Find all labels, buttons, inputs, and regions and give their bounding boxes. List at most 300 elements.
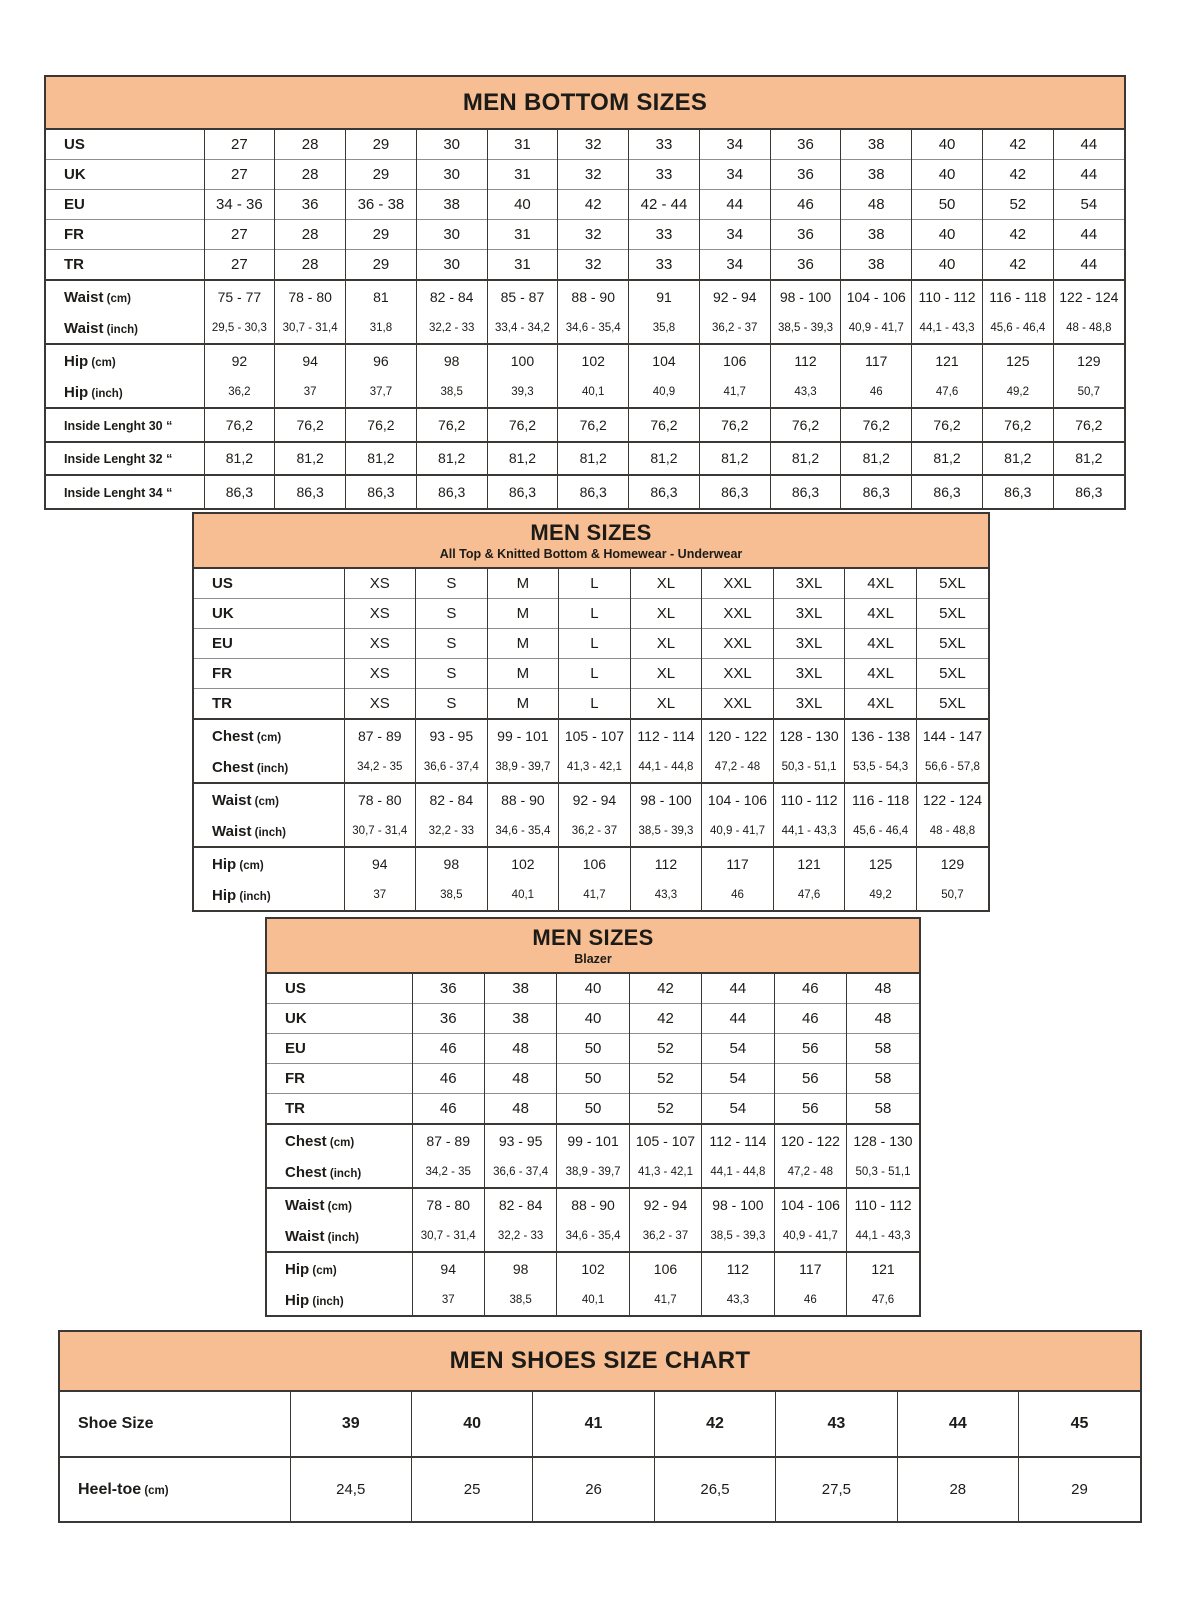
- value-cell: 34,6 - 35,4: [558, 313, 629, 344]
- value-cell: 33,4 - 34,2: [487, 313, 558, 344]
- value-cell: 36: [412, 1004, 484, 1034]
- value-cell: 27: [204, 160, 275, 190]
- value-cell: 93 - 95: [416, 719, 488, 752]
- value-cell: XS: [344, 689, 416, 720]
- value-cell: 38,5: [484, 1285, 556, 1315]
- table-header-band: [267, 919, 919, 974]
- value-cell: 41,3 - 42,1: [629, 1157, 701, 1188]
- value-cell: XS: [344, 659, 416, 689]
- value-cell: 38: [841, 130, 912, 160]
- value-cell: 46: [412, 1094, 484, 1125]
- value-cell: 36: [770, 250, 841, 281]
- value-cell: 38,9 - 39,7: [487, 752, 559, 783]
- value-cell: 50: [557, 1064, 629, 1094]
- value-cell: 37: [412, 1285, 484, 1315]
- value-cell: 81,2: [699, 442, 770, 476]
- value-cell: 56,6 - 57,8: [916, 752, 988, 783]
- value-cell: 44,1 - 43,3: [773, 816, 845, 847]
- value-cell: XL: [630, 689, 702, 720]
- value-cell: 34,2 - 35: [344, 752, 416, 783]
- value-cell: 99 - 101: [487, 719, 559, 752]
- value-cell: 30: [416, 250, 487, 281]
- value-cell: 32,2 - 33: [416, 313, 487, 344]
- value-cell: 38,5 - 39,3: [770, 313, 841, 344]
- value-cell: 86,3: [629, 475, 700, 508]
- value-cell: 104: [629, 344, 700, 377]
- value-cell: 36: [770, 220, 841, 250]
- value-cell: M: [487, 599, 559, 629]
- value-cell: 46: [770, 190, 841, 220]
- value-cell: 50,3 - 51,1: [847, 1157, 919, 1188]
- value-cell: 81,2: [416, 442, 487, 476]
- value-cell: 34,6 - 35,4: [557, 1221, 629, 1252]
- value-cell: 31: [487, 130, 558, 160]
- value-cell: 30,7 - 31,4: [344, 816, 416, 847]
- value-cell: 40: [912, 160, 983, 190]
- value-cell: 58: [847, 1094, 919, 1125]
- value-cell: XS: [344, 569, 416, 599]
- table-row: [46, 250, 1124, 281]
- table-row: [46, 408, 1124, 442]
- value-cell: 98: [416, 344, 487, 377]
- value-cell: 38: [416, 190, 487, 220]
- value-cell: 52: [629, 1034, 701, 1064]
- value-cell: 116 - 118: [982, 280, 1053, 313]
- value-cell: 121: [847, 1252, 919, 1285]
- value-cell: 56: [774, 1034, 846, 1064]
- value-cell: 86,3: [841, 475, 912, 508]
- value-cell: 88 - 90: [557, 1188, 629, 1221]
- table-row: [194, 752, 988, 783]
- value-cell: 98 - 100: [702, 1188, 774, 1221]
- value-cell: 44,1 - 43,3: [847, 1221, 919, 1252]
- value-cell: 4XL: [845, 629, 917, 659]
- value-cell: 112 - 114: [630, 719, 702, 752]
- value-cell: 104 - 106: [774, 1188, 846, 1221]
- value-cell: 50: [557, 1094, 629, 1125]
- table-row: [194, 719, 988, 752]
- row-label: Chest (cm): [267, 1124, 412, 1157]
- table-row: [267, 1157, 919, 1188]
- table-row: [267, 1004, 919, 1034]
- value-cell: 46: [412, 1064, 484, 1094]
- table-row: [267, 1034, 919, 1064]
- value-cell: 44: [1053, 160, 1124, 190]
- row-label: Waist (cm): [194, 783, 344, 816]
- value-cell: XS: [344, 629, 416, 659]
- table-row: [267, 1285, 919, 1315]
- value-cell: 48 - 48,8: [916, 816, 988, 847]
- value-cell: 29,5 - 30,3: [204, 313, 275, 344]
- value-cell: 76,2: [982, 408, 1053, 442]
- value-cell: M: [487, 689, 559, 720]
- value-cell: 30: [416, 220, 487, 250]
- value-cell: 99 - 101: [557, 1124, 629, 1157]
- value-cell: 81,2: [558, 442, 629, 476]
- table-row: [46, 442, 1124, 476]
- value-cell: 42: [982, 130, 1053, 160]
- value-cell: 44,1 - 43,3: [912, 313, 983, 344]
- value-cell: 112: [770, 344, 841, 377]
- value-cell: 5XL: [916, 599, 988, 629]
- value-cell: 116 - 118: [845, 783, 917, 816]
- value-cell: 44: [702, 974, 774, 1004]
- value-cell: 39,3: [487, 377, 558, 408]
- value-cell: 34,2 - 35: [412, 1157, 484, 1188]
- value-cell: 36,2: [204, 377, 275, 408]
- value-cell: 32: [558, 160, 629, 190]
- value-cell: 48: [841, 190, 912, 220]
- value-cell: 76,2: [346, 408, 417, 442]
- row-label: EU: [267, 1034, 412, 1064]
- value-cell: 102: [557, 1252, 629, 1285]
- value-cell: L: [559, 599, 631, 629]
- value-cell: 52: [629, 1094, 701, 1125]
- row-label: TR: [46, 250, 204, 281]
- value-cell: S: [416, 629, 488, 659]
- value-cell: 37: [275, 377, 346, 408]
- value-cell: 92: [204, 344, 275, 377]
- value-cell: 82 - 84: [416, 280, 487, 313]
- value-cell: 40: [487, 190, 558, 220]
- men-sizes-blazer-table: [265, 917, 921, 1317]
- value-cell: 121: [912, 344, 983, 377]
- value-cell: XL: [630, 569, 702, 599]
- value-cell: 42 - 44: [629, 190, 700, 220]
- value-cell: 125: [845, 847, 917, 880]
- value-cell: 42: [982, 160, 1053, 190]
- value-cell: 36,6 - 37,4: [484, 1157, 556, 1188]
- value-cell: L: [559, 569, 631, 599]
- value-cell: 28: [275, 220, 346, 250]
- value-cell: 88 - 90: [558, 280, 629, 313]
- value-cell: 27: [204, 130, 275, 160]
- value-cell: 40,1: [558, 377, 629, 408]
- row-label: UK: [267, 1004, 412, 1034]
- value-cell: 110 - 112: [912, 280, 983, 313]
- value-cell: 3XL: [773, 659, 845, 689]
- value-cell: 38: [841, 220, 912, 250]
- value-cell: 31: [487, 250, 558, 281]
- value-cell: 45,6 - 46,4: [845, 816, 917, 847]
- value-cell: 86,3: [912, 475, 983, 508]
- table-row: [267, 1188, 919, 1221]
- value-cell: 86,3: [1053, 475, 1124, 508]
- value-cell: 53,5 - 54,3: [845, 752, 917, 783]
- value-cell: 98: [484, 1252, 556, 1285]
- value-cell: 56: [774, 1064, 846, 1094]
- table-row: [194, 659, 988, 689]
- table-row: [194, 569, 988, 599]
- value-cell: 86,3: [982, 475, 1053, 508]
- value-cell: 38,5: [416, 880, 488, 910]
- row-label: UK: [194, 599, 344, 629]
- value-cell: S: [416, 599, 488, 629]
- row-label: Hip (inch): [212, 886, 271, 904]
- value-cell: 28: [275, 130, 346, 160]
- value-cell: 40,9 - 41,7: [841, 313, 912, 344]
- value-cell: 38: [841, 160, 912, 190]
- value-cell: 44: [897, 1392, 1018, 1457]
- value-cell: 27,5: [776, 1457, 897, 1521]
- value-cell: 98 - 100: [770, 280, 841, 313]
- value-cell: 92 - 94: [559, 783, 631, 816]
- value-cell: 50,7: [1053, 377, 1124, 408]
- value-cell: M: [487, 629, 559, 659]
- value-cell: 38: [484, 974, 556, 1004]
- value-cell: 27: [204, 220, 275, 250]
- value-cell: 49,2: [982, 377, 1053, 408]
- value-cell: 98: [416, 847, 488, 880]
- value-cell: 36: [770, 130, 841, 160]
- value-cell: 81,2: [912, 442, 983, 476]
- value-cell: 76,2: [629, 408, 700, 442]
- value-cell: 76,2: [912, 408, 983, 442]
- value-cell: 36,6 - 37,4: [416, 752, 488, 783]
- value-cell: 44: [1053, 250, 1124, 281]
- value-cell: 40,1: [557, 1285, 629, 1315]
- value-cell: 128 - 130: [847, 1124, 919, 1157]
- table-row: [267, 1094, 919, 1125]
- value-cell: 76,2: [699, 408, 770, 442]
- value-cell: 36: [275, 190, 346, 220]
- value-cell: 86,3: [275, 475, 346, 508]
- value-cell: 40,9: [629, 377, 700, 408]
- value-cell: 47,6: [773, 880, 845, 910]
- row-label: FR: [267, 1064, 412, 1094]
- table-row: [46, 160, 1124, 190]
- value-cell: 32: [558, 220, 629, 250]
- value-cell: 27: [204, 250, 275, 281]
- value-cell: 93 - 95: [484, 1124, 556, 1157]
- value-cell: 58: [847, 1034, 919, 1064]
- value-cell: 30: [416, 160, 487, 190]
- value-cell: 81,2: [982, 442, 1053, 476]
- row-label: Shoe Size: [78, 1415, 154, 1432]
- value-cell: 34: [699, 250, 770, 281]
- value-cell: 76,2: [841, 408, 912, 442]
- table-row: [194, 880, 988, 910]
- value-cell: 120 - 122: [774, 1124, 846, 1157]
- value-cell: 43,3: [702, 1285, 774, 1315]
- value-cell: 32: [558, 250, 629, 281]
- value-cell: L: [559, 629, 631, 659]
- value-cell: 47,2 - 48: [702, 752, 774, 783]
- value-cell: XXL: [702, 599, 774, 629]
- value-cell: 104 - 106: [841, 280, 912, 313]
- row-label: Waist (cm): [267, 1188, 412, 1221]
- table-title: MEN SIZES: [530, 520, 652, 545]
- value-cell: 87 - 89: [344, 719, 416, 752]
- table-header-band: [60, 1332, 1140, 1392]
- value-cell: XXL: [702, 569, 774, 599]
- row-label: Waist (cm): [46, 280, 204, 313]
- table-row: [194, 629, 988, 659]
- table-title: MEN BOTTOM SIZES: [462, 88, 708, 116]
- table-header-band: [46, 77, 1124, 130]
- value-cell: 110 - 112: [773, 783, 845, 816]
- value-cell: 32,2 - 33: [416, 816, 488, 847]
- value-cell: 50: [557, 1034, 629, 1064]
- row-label: TR: [194, 689, 344, 720]
- value-cell: 92 - 94: [629, 1188, 701, 1221]
- row-label: Inside Lenght 30 “: [46, 408, 204, 442]
- value-cell: 36: [412, 974, 484, 1004]
- table-header-band: [194, 514, 988, 569]
- value-cell: 94: [275, 344, 346, 377]
- value-cell: 81,2: [346, 442, 417, 476]
- value-cell: 5XL: [916, 569, 988, 599]
- row-label: Hip (cm): [267, 1252, 412, 1285]
- value-cell: 36: [770, 160, 841, 190]
- value-cell: 31: [487, 160, 558, 190]
- value-cell: S: [416, 569, 488, 599]
- value-cell: 46: [774, 1004, 846, 1034]
- value-cell: 50,7: [916, 880, 988, 910]
- value-cell: 41: [533, 1392, 654, 1457]
- table-row: [194, 816, 988, 847]
- table-row: [46, 475, 1124, 508]
- row-label: TR: [267, 1094, 412, 1125]
- value-cell: 38,5 - 39,3: [630, 816, 702, 847]
- value-cell: 28: [897, 1457, 1018, 1521]
- value-cell: 52: [982, 190, 1053, 220]
- men-shoes-size-chart-table: [58, 1330, 1142, 1523]
- value-cell: 76,2: [487, 408, 558, 442]
- value-cell: 28: [275, 160, 346, 190]
- value-cell: 54: [1053, 190, 1124, 220]
- value-cell: 31: [487, 220, 558, 250]
- value-cell: 40: [411, 1392, 532, 1457]
- table-row: [267, 974, 919, 1004]
- value-cell: 50,3 - 51,1: [773, 752, 845, 783]
- value-cell: 106: [699, 344, 770, 377]
- value-cell: 4XL: [845, 659, 917, 689]
- value-cell: 125: [982, 344, 1053, 377]
- value-cell: 76,2: [416, 408, 487, 442]
- value-cell: L: [559, 689, 631, 720]
- value-cell: S: [416, 689, 488, 720]
- value-cell: 86,3: [770, 475, 841, 508]
- value-cell: 86,3: [558, 475, 629, 508]
- row-label: Inside Lenght 32 “: [46, 442, 204, 476]
- men-sizes-blazer-grid: [267, 974, 919, 1315]
- men-sizes-tops-grid: [194, 569, 988, 910]
- table-row: [60, 1392, 1140, 1457]
- value-cell: 117: [774, 1252, 846, 1285]
- value-cell: XL: [630, 659, 702, 689]
- value-cell: 34: [699, 160, 770, 190]
- table-subtitle: Blazer: [574, 952, 612, 966]
- value-cell: 40,9 - 41,7: [702, 816, 774, 847]
- table-row: [46, 377, 1124, 408]
- value-cell: 40,1: [487, 880, 559, 910]
- value-cell: 76,2: [275, 408, 346, 442]
- value-cell: 81,2: [629, 442, 700, 476]
- value-cell: 122 - 124: [916, 783, 988, 816]
- value-cell: 42: [629, 974, 701, 1004]
- table-row: [194, 783, 988, 816]
- value-cell: 35,8: [629, 313, 700, 344]
- value-cell: 45,6 - 46,4: [982, 313, 1053, 344]
- value-cell: 38: [841, 250, 912, 281]
- value-cell: 42: [629, 1004, 701, 1034]
- value-cell: 129: [1053, 344, 1124, 377]
- row-label: FR: [46, 220, 204, 250]
- value-cell: 31,8: [346, 313, 417, 344]
- value-cell: 96: [346, 344, 417, 377]
- value-cell: 4XL: [845, 689, 917, 720]
- row-label: Hip (inch): [64, 383, 123, 401]
- value-cell: 42: [982, 220, 1053, 250]
- value-cell: 58: [847, 1064, 919, 1094]
- value-cell: 48: [484, 1064, 556, 1094]
- table-row: [267, 1124, 919, 1157]
- value-cell: 129: [916, 847, 988, 880]
- men-bottom-sizes-grid: [46, 130, 1124, 508]
- value-cell: 40: [557, 1004, 629, 1034]
- table-title: MEN SHOES SIZE CHART: [449, 1347, 751, 1374]
- value-cell: 102: [487, 847, 559, 880]
- value-cell: 50: [912, 190, 983, 220]
- value-cell: 44,1 - 44,8: [630, 752, 702, 783]
- value-cell: 48: [484, 1094, 556, 1125]
- value-cell: 81,2: [1053, 442, 1124, 476]
- value-cell: 42: [654, 1392, 775, 1457]
- value-cell: 78 - 80: [412, 1188, 484, 1221]
- value-cell: 48 - 48,8: [1053, 313, 1124, 344]
- value-cell: 47,6: [912, 377, 983, 408]
- row-label: Chest (inch): [212, 758, 289, 776]
- table-row: [46, 190, 1124, 220]
- table-row: [46, 344, 1124, 377]
- row-label: Hip (cm): [46, 344, 204, 377]
- value-cell: 34,6 - 35,4: [487, 816, 559, 847]
- value-cell: 75 - 77: [204, 280, 275, 313]
- value-cell: XL: [630, 629, 702, 659]
- row-label: Waist (inch): [212, 822, 286, 840]
- value-cell: 29: [346, 220, 417, 250]
- value-cell: XS: [344, 599, 416, 629]
- men-bottom-sizes-table: [44, 75, 1126, 510]
- value-cell: 43,3: [770, 377, 841, 408]
- table-row: [46, 220, 1124, 250]
- value-cell: 88 - 90: [487, 783, 559, 816]
- value-cell: 34 - 36: [204, 190, 275, 220]
- value-cell: 86,3: [416, 475, 487, 508]
- table-row: [267, 1221, 919, 1252]
- value-cell: 32: [558, 130, 629, 160]
- value-cell: 36 - 38: [346, 190, 417, 220]
- value-cell: 76,2: [770, 408, 841, 442]
- value-cell: 54: [702, 1064, 774, 1094]
- row-label: Inside Lenght 34 “: [46, 475, 204, 508]
- value-cell: XXL: [702, 629, 774, 659]
- value-cell: 102: [558, 344, 629, 377]
- men-sizes-tops-table: [192, 512, 990, 912]
- value-cell: 52: [629, 1064, 701, 1094]
- value-cell: 29: [346, 250, 417, 281]
- value-cell: 78 - 80: [275, 280, 346, 313]
- value-cell: 86,3: [204, 475, 275, 508]
- table-row: [267, 1252, 919, 1285]
- value-cell: 3XL: [773, 599, 845, 629]
- value-cell: 117: [702, 847, 774, 880]
- value-cell: 33: [629, 250, 700, 281]
- value-cell: 56: [774, 1094, 846, 1125]
- value-cell: 28: [275, 250, 346, 281]
- value-cell: 82 - 84: [484, 1188, 556, 1221]
